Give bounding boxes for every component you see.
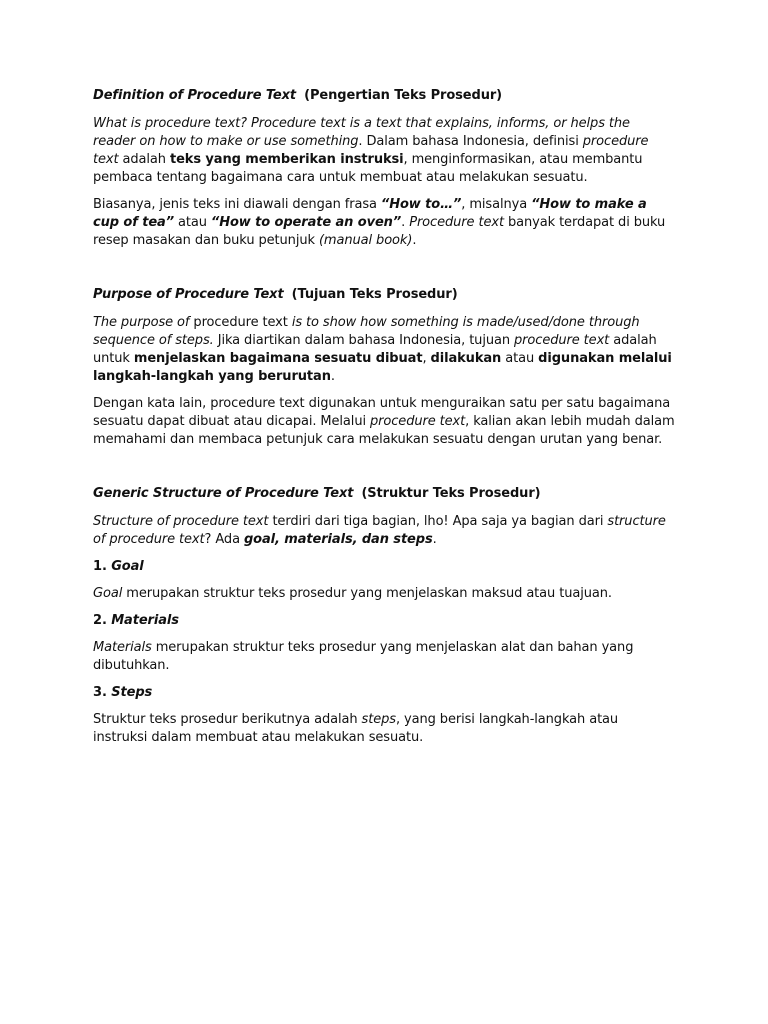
text-span: menjelaskan bagaimana sesuatu dibuat — [133, 351, 423, 366]
text-span: procedure text — [370, 414, 466, 429]
goal-heading — [93, 558, 675, 576]
text-span: adalah — [118, 152, 170, 167]
definition-paragraph-2 — [93, 196, 675, 250]
text-span: merupakan struktur teks prosedur yang menjelaskan maksud atau tuajuan. — [122, 586, 612, 601]
text-span: terdiri dari tiga bagian, lho! Apa saja ya bagian dari — [268, 514, 608, 529]
text-span: ? Ada — [204, 532, 244, 547]
text-span: The purpose of — [93, 315, 194, 330]
item-number: 3. — [93, 685, 112, 700]
text-span: Structure of procedure text — [93, 514, 269, 529]
text-span: “How to operate an oven” — [210, 215, 402, 230]
text-span: adalah untuk — [93, 333, 657, 366]
text-span: procedure text — [193, 315, 288, 330]
text-span: Materials — [93, 640, 152, 655]
text-span: . Dalam bahasa Indonesia, definisi — [358, 134, 583, 149]
text-span: procedure text — [514, 333, 610, 348]
purpose-heading-en: Purpose of Procedure Text — [93, 287, 284, 302]
text-span: . — [401, 215, 410, 230]
text-span: , menginformasikan, atau membantu pembaca tentang bagaimana cara untuk membuat atau melakukan sesuatu. — [93, 152, 643, 185]
text-span: is to show how something is made/used/done through sequence of steps. — [93, 315, 640, 348]
text-span: procedure text — [93, 134, 649, 167]
text-span: , yang berisi langkah-langkah atau instruksi dalam membuat atau melakukan sesuatu. — [93, 712, 619, 745]
purpose-paragraph-1 — [93, 314, 675, 386]
text-span: “How to make a cup of tea” — [93, 197, 647, 230]
structure-heading-en: Generic Structure of Procedure Text — [93, 486, 354, 501]
definition-heading — [93, 87, 675, 105]
text-span: atau — [173, 215, 211, 230]
text-span: Dengan kata lain, procedure text digunakan untuk menguraikan satu per satu bagaimana sesuatu dapat dibuat atau dicapai. Melalui — [93, 396, 671, 429]
item-number: 1. — [93, 559, 112, 574]
structure-paragraph-1 — [93, 513, 675, 549]
item-title: Materials — [111, 613, 179, 628]
steps-description — [93, 711, 675, 747]
purpose-heading-id: (Tujuan Teks Prosedur) — [291, 287, 458, 302]
text-span: atau — [501, 351, 539, 366]
steps-heading — [93, 684, 675, 702]
structure-heading — [93, 485, 675, 503]
purpose-paragraph-2 — [93, 395, 675, 449]
text-span: steps — [361, 712, 396, 727]
text-span: Biasanya, jenis teks ini diawali dengan frasa — [93, 197, 381, 212]
materials-heading — [93, 612, 675, 630]
text-span: Jika diartikan dalam bahasa Indonesia, tujuan — [213, 333, 515, 348]
text-span: teks yang memberikan instruksi — [169, 152, 404, 167]
text-span: , — [422, 351, 431, 366]
text-span: merupakan struktur teks prosedur yang menjelaskan alat dan bahan yang dibutuhkan. — [93, 640, 634, 673]
text-span: dilakukan — [430, 351, 502, 366]
definition-section — [93, 87, 675, 250]
text-span: structure of procedure text — [93, 514, 666, 547]
item-title: Goal — [111, 559, 144, 574]
text-span: Struktur teks prosedur berikutnya adalah — [93, 712, 362, 727]
text-span: . — [412, 233, 417, 248]
text-span: “How to…” — [380, 197, 462, 212]
definition-heading-id: (Pengertian Teks Prosedur) — [304, 88, 503, 103]
item-number: 2. — [93, 613, 112, 628]
structure-heading-id: (Struktur Teks Prosedur) — [361, 486, 541, 501]
definition-paragraph-1 — [93, 115, 675, 187]
definition-heading-en: Definition of Procedure Text — [93, 88, 297, 103]
text-span: . — [432, 532, 437, 547]
definition-question-text: What is procedure text? Procedure text is a text that explains, informs, or helps the reader on how to make or use something — [93, 116, 630, 149]
text-span: goal, materials, dan steps — [243, 532, 433, 547]
purpose-section — [93, 286, 675, 449]
text-span: , misalnya — [461, 197, 532, 212]
text-span: banyak terdapat di buku resep masakan dan buku petunjuk — [93, 215, 666, 248]
text-span: , kalian akan lebih mudah dalam memahami dan membaca petunjuk cara melakukan sesuatu dengan urutan yang benar. — [93, 414, 675, 447]
structure-section — [93, 485, 675, 747]
item-title: Steps — [111, 685, 153, 700]
text-span: digunakan melalui langkah-langkah yang berurutan — [93, 351, 672, 384]
purpose-heading — [93, 286, 675, 304]
text-span: Goal — [93, 586, 123, 601]
materials-description — [93, 639, 675, 675]
goal-description — [93, 585, 675, 603]
text-span: Procedure text — [409, 215, 504, 230]
text-span: . — [330, 369, 335, 384]
text-span: (manual book) — [318, 233, 413, 248]
